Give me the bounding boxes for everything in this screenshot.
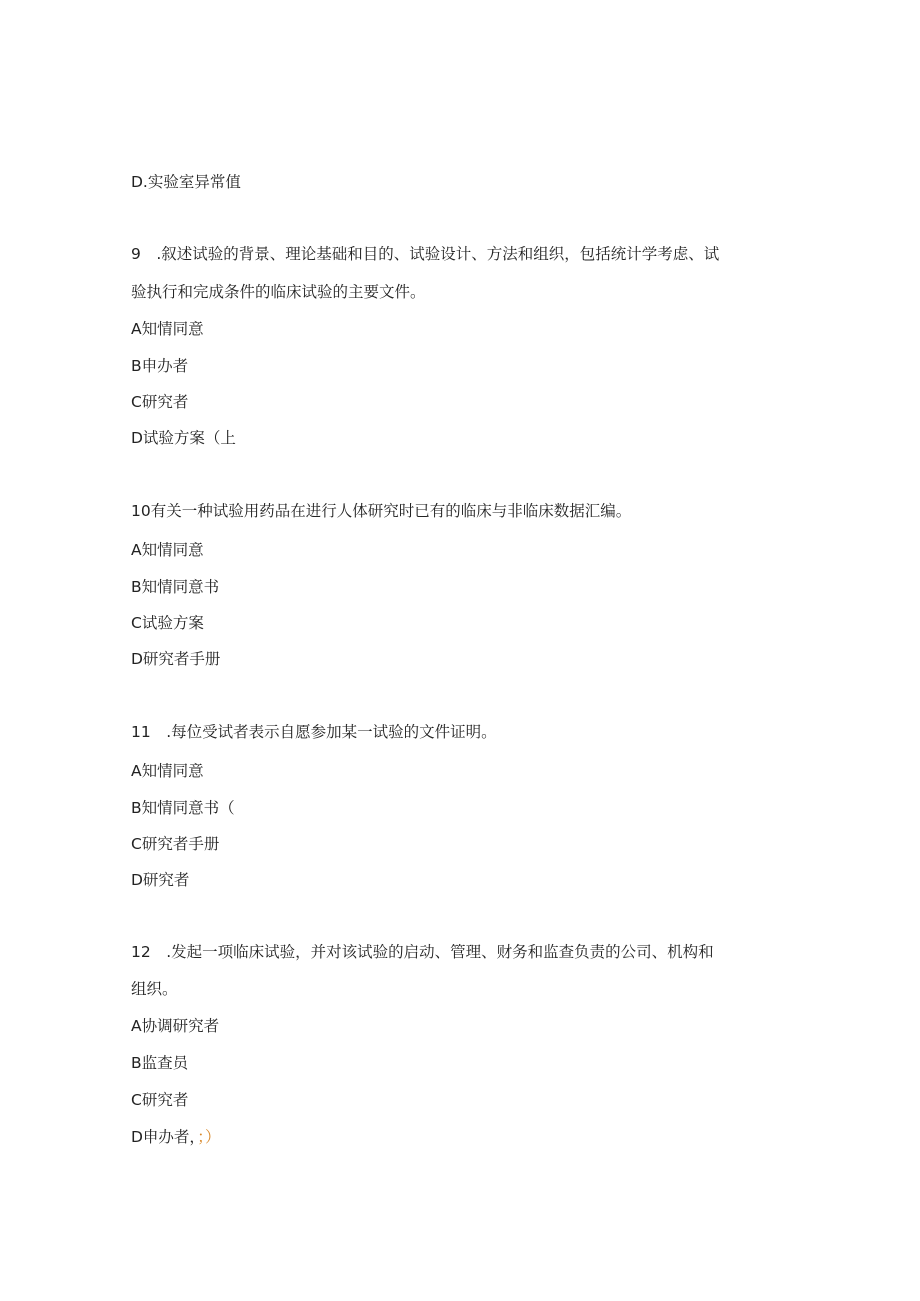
question-9-option-b: B申办者: [131, 357, 189, 375]
question-11-option-a: A知情同意: [131, 762, 204, 780]
question-11-option-b: B知情同意书（: [131, 799, 235, 817]
question-9-option-c: C研究者: [131, 393, 189, 411]
question-9-stem-line2: 验执行和完成条件的临床试验的主要文件。: [131, 283, 426, 301]
question-11-option-c: C研究者手册: [131, 835, 220, 853]
question-12-option-c: C研究者: [131, 1091, 189, 1109]
question-12-option-d-text: D申办者，: [131, 1128, 198, 1146]
question-12-stem-line1: 12 .发起一项临床试验，并对该试验的启动、管理、财务和监查负责的公司、机构和: [131, 943, 714, 961]
question-12-option-d: [131, 1127, 220, 1147]
question-9-stem-line1: 9 .叙述试验的背景、理论基础和目的、试验设计、方法和组织，包括统计学考虑、试: [131, 245, 720, 263]
question-12-option-a: A协调研究者: [131, 1017, 220, 1035]
question-12-option-b: B监查员: [131, 1054, 189, 1072]
question-10-stem: 10有关一种试验用药品在进行人体研究时已有的临床与非临床数据汇编。: [131, 502, 632, 520]
question-12-option-d-mark: ；）: [197, 1128, 221, 1146]
question-11-option-d: D研究者: [131, 871, 190, 889]
prev-option-d: D.实验室异常值: [131, 173, 241, 191]
question-10-option-d: D研究者手册: [131, 650, 221, 668]
question-12-stem-line2: 组织。: [131, 980, 178, 998]
question-9-option-d: D试验方案（上: [131, 429, 236, 447]
question-10-option-a: A知情同意: [131, 541, 204, 559]
question-10-option-c: C试验方案: [131, 614, 204, 632]
question-11-stem: 11 .每位受试者表示自愿参加某一试验的文件证明。: [131, 723, 497, 741]
question-9-option-a: A知情同意: [131, 320, 204, 338]
question-10-option-b: B知情同意书: [131, 578, 220, 596]
